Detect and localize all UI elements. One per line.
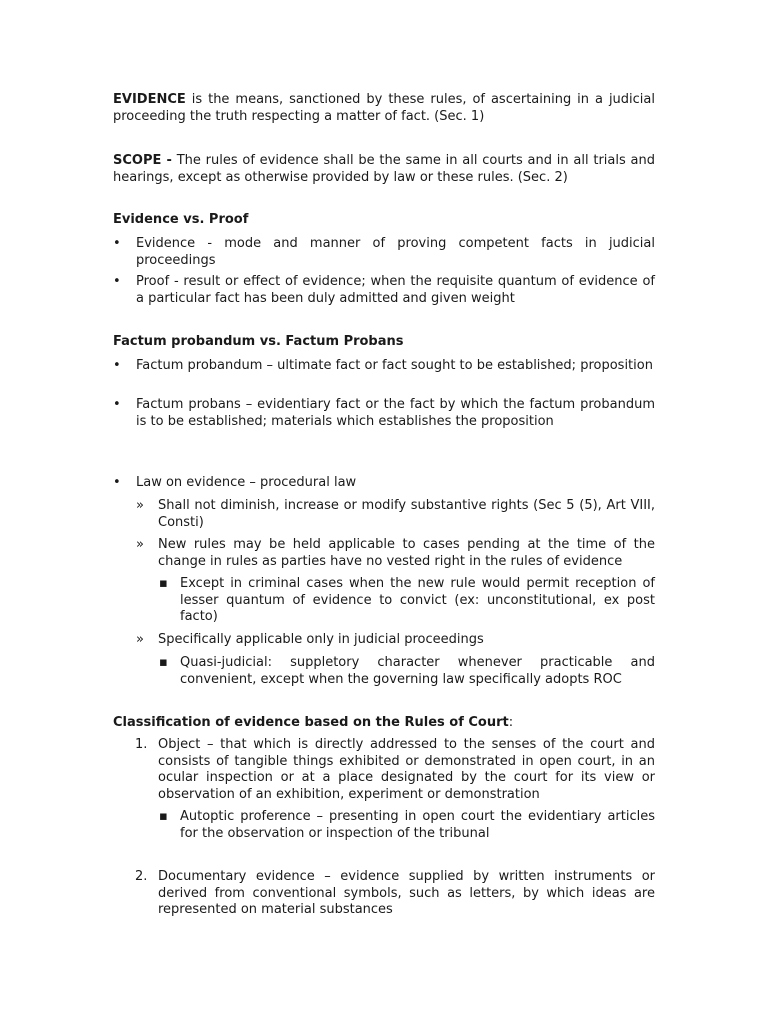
list-item bbox=[113, 358, 655, 375]
item-number: 2. bbox=[135, 869, 148, 884]
arrow-marker: » bbox=[136, 498, 144, 513]
classification-heading bbox=[113, 715, 513, 732]
sub-sub-list-item bbox=[158, 576, 655, 626]
scope-definition-text: The rules of evidence shall be the same in all courts and in all trials and hearings, except as otherwise provided by law or these rules. (Sec. 2) bbox=[113, 153, 655, 185]
bullet-marker: • bbox=[113, 475, 121, 490]
numbered-item-text: Object – that which is directly addressed to the senses of the court and consists of tangible things exhibited or demonstrated in open court, in an ocular inspection or at a place designated by the court for its view or observation of an exhibition, experiment or demonstration bbox=[158, 737, 655, 802]
list-item-text: Factum probandum – ultimate fact or fact sought to be established; proposition bbox=[136, 358, 653, 373]
evidence-term: EVIDENCE bbox=[113, 92, 186, 107]
evidence-vs-proof-heading: Evidence vs. Proof bbox=[113, 212, 249, 227]
sub-sub-list-item-text: Autoptic proference – presenting in open court the evidentiary articles for the observation or inspection of the tribunal bbox=[180, 809, 655, 841]
list-item-text: Evidence - mode and manner of proving competent facts in judicial proceedings bbox=[136, 236, 655, 268]
bullet-marker: • bbox=[113, 358, 121, 373]
arrow-marker: » bbox=[136, 537, 144, 552]
sub-sub-list-item bbox=[158, 809, 655, 842]
factum-heading: Factum probandum vs. Factum Probans bbox=[113, 334, 404, 349]
sub-list-item bbox=[136, 632, 655, 649]
sub-list-item-text: New rules may be held applicable to cases pending at the time of the change in rules as parties have no vested right in the rules of evidence bbox=[158, 537, 655, 569]
numbered-item bbox=[113, 737, 655, 803]
list-item bbox=[113, 475, 655, 492]
square-marker: ▪ bbox=[159, 655, 168, 670]
list-item-text: Factum probans – evidentiary fact or the fact by which the factum probandum is to be established; materials which establishes the proposition bbox=[136, 397, 655, 429]
bullet-marker: • bbox=[113, 397, 121, 412]
sub-list-item-text: Shall not diminish, increase or modify substantive rights (Sec 5 (5), Art VIII, Consti) bbox=[158, 498, 655, 530]
list-item bbox=[113, 397, 655, 430]
bullet-marker: • bbox=[113, 274, 121, 289]
list-item-text: Proof - result or effect of evidence; when the requisite quantum of evidence of a particular fact has been duly admitted and given weight bbox=[136, 274, 655, 306]
list-item bbox=[113, 274, 655, 307]
square-marker: ▪ bbox=[159, 576, 168, 591]
scope-definition bbox=[113, 153, 655, 186]
sub-sub-list-item-text: Quasi-judicial: suppletory character whenever practicable and convenient, except when the governing law specifically adopts ROC bbox=[180, 655, 655, 687]
numbered-item bbox=[113, 869, 655, 919]
sub-sub-list-item bbox=[158, 655, 655, 688]
numbered-item-text: Documentary evidence – evidence supplied by written instruments or derived from conventional symbols, such as letters, by which ideas are represented on material substances bbox=[158, 869, 655, 917]
classification-heading-text: Classification of evidence based on the Rules of Court bbox=[113, 715, 509, 730]
sub-list-item bbox=[136, 537, 655, 570]
square-marker: ▪ bbox=[159, 809, 168, 824]
sub-list-item bbox=[136, 498, 655, 531]
classification-heading-colon: : bbox=[508, 715, 514, 730]
list-item bbox=[113, 236, 655, 269]
law-on-evidence-label: Law on evidence – procedural law bbox=[136, 475, 357, 490]
evidence-definition bbox=[113, 92, 655, 125]
sub-sub-list-item-text: Except in criminal cases when the new rule would permit reception of lesser quantum of evidence to convict (ex: unconstitutional, ex post facto) bbox=[180, 576, 655, 624]
scope-term: SCOPE - bbox=[113, 153, 172, 168]
item-number: 1. bbox=[135, 737, 148, 752]
arrow-marker: » bbox=[136, 632, 144, 647]
sub-list-item-text: Specifically applicable only in judicial proceedings bbox=[158, 632, 484, 647]
bullet-marker: • bbox=[113, 236, 121, 251]
evidence-definition-text: is the means, sanctioned by these rules, of ascertaining in a judicial proceeding the truth respecting a matter of fact. (Sec. 1) bbox=[113, 92, 655, 124]
